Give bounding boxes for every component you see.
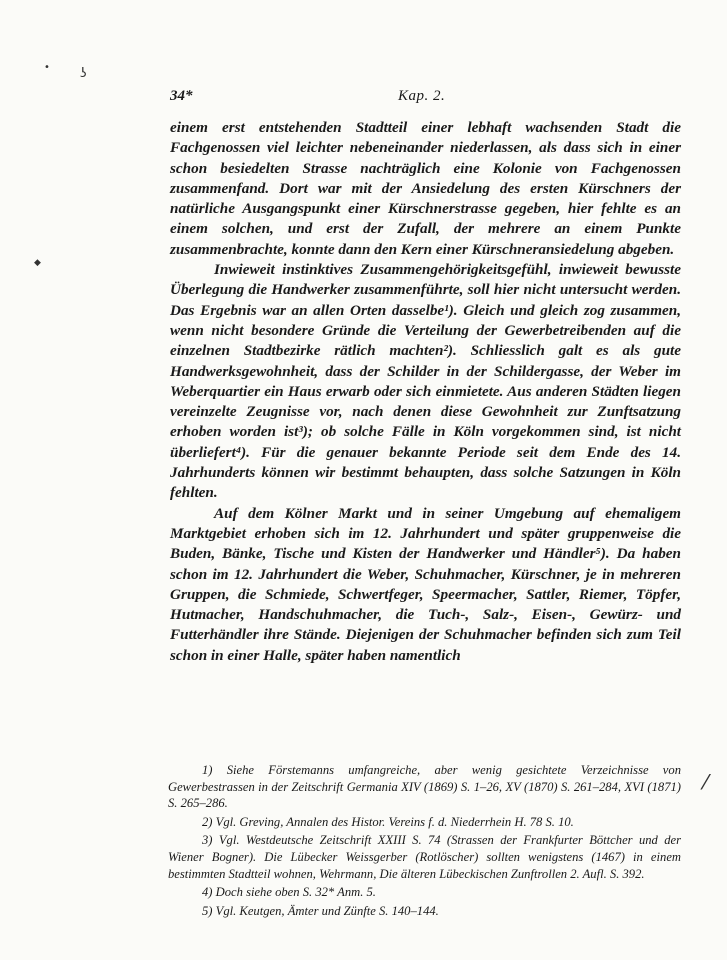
main-text: [170, 118, 681, 666]
paragraph: Inwieweit instinktives Zusammengehörigkeitsgefühl, inwieweit bewusste Überlegung die Handwerker zusammenführte, soll hier nicht untersucht werden. Das Ergebnis war an allen Orten dasselbe¹). Gleich und gleich zog zusammen, wenn nicht besondere Gründe die Verteilung der Gewerbetreibenden auf die einzelnen Stadtbezirke rätlich machten²). Schliesslich galt es als gute Handwerksgewohnheit, dass der Schilder in der Schildergasse, der Weber im Weberquartier ein Haus erwarb oder sich einmietete. Aus anderen Städten liegen vereinzelte Zeugnisse vor, nach denen diese Gewohnheit zur Zunftsatzung erhoben worden ist³); ob solche Fälle in Köln vorgekommen sind, ist nicht überliefert⁴). Für die genauer bekannte Periode seit dem Ende des 14. Jahrhunderts können wir bestimmt behaupten, dass solche Satzungen in Köln fehlten.: [170, 261, 681, 502]
chapter-heading: Kap. 2.: [398, 88, 446, 104]
footnote: 1) Siehe Förstemanns umfangreiche, aber wenig gesichtete Verzeichnisse von Gewerbestrassen in der Zeitschrift Germania XIV (1869) S. 1–26, XV (1870) S. 261–284, XVI (1871) S. 265–286.: [168, 763, 681, 811]
footnote: 2) Vgl. Greving, Annalen des Histor. Vereins f. d. Niederrhein H. 78 S. 10.: [202, 814, 574, 829]
scan-speck: •: [44, 62, 50, 73]
paragraph: einem erst entstehenden Stadtteil einer lebhaft wachsenden Stadt die Fachgenossen viel leichter nebeneinander niederlassen, als dass sich in einer schon besiedelten Strasse nachträglich eine Kolonie von Fachgenossen zusammenfand. Dort war mit der Ansiedelung des ersten Kürschners der natürliche Ausgangspunkt einer Kürschnerstrasse gegeben, hier fehlte es an einem solchen, und erst der Zufall, der mehrere an einem Punkte zusammenbrachte, konnte dann den Kern einer Kürschneransiedelung abgeben.: [170, 119, 681, 258]
footnote: 4) Doch siehe oben S. 32* Anm. 5.: [202, 885, 376, 900]
footnotes: [168, 762, 681, 921]
scan-speck: ◆: [34, 258, 41, 268]
scan-mark: ʖ: [80, 66, 87, 81]
footnote: 3) Vgl. Westdeutsche Zeitschrift XXIII S. 74 (Strassen der Frankfurter Böttcher und der Wiener Bogner). Die Lübecker Weissgerber (Rotlöscher) sollten wenigstens (1467) in einem bestimmten Stadtteil wohnen, Wehrmann, Die älteren Lübeckischen Zunftrollen 2. Aufl. S. 392.: [168, 833, 681, 881]
paragraph: Auf dem Kölner Markt und in seiner Umgebung auf ehemaligem Marktgebiet erhoben sich im 12. Jahrhundert und später gruppenweise die Buden, Bänke, Tische und Kisten der Handwerker und Händler⁵). Da haben schon im 12. Jahrhundert die Weber, Schuhmacher, Kürschner, je in mehreren Gruppen, die Schmiede, Schwertfeger, Speermacher, Sattler, Riemer, Töpfer, Hutmacher, Handschuhmacher, die Tuch-, Salz-, Eisen-, Gewürz- und Futterhändler ihre Stände. Diejenigen der Schuhmacher befinden sich zum Teil schon in einer Halle, später haben namentlich: [170, 504, 681, 664]
page-number: 34*: [170, 88, 193, 104]
footnote: 5) Vgl. Keutgen, Ämter und Zünfte S. 140–144.: [202, 903, 439, 918]
margin-pencil-mark: ⁄: [704, 770, 708, 794]
